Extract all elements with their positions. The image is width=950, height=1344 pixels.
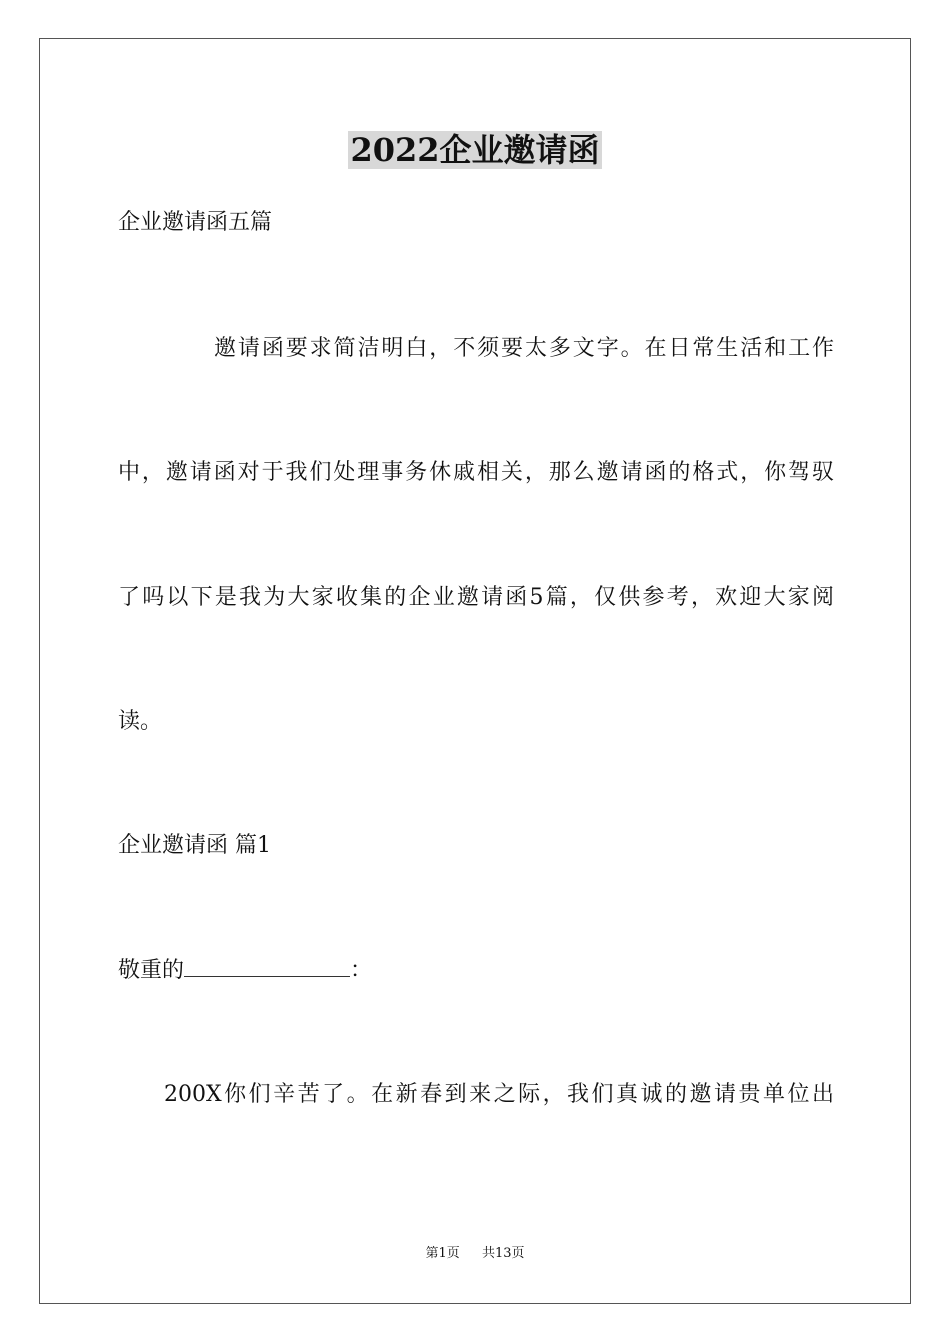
page-footer <box>0 1245 950 1263</box>
document-title-text: 2022企业邀请函 <box>350 131 600 169</box>
recipient-blank <box>184 958 350 977</box>
salutation-line <box>118 956 834 986</box>
section-heading: 企业邀请函 篇1 <box>118 833 271 858</box>
page-total: 共13页 <box>482 1246 525 1261</box>
document-title <box>0 130 950 170</box>
intro-line-4: 读。 <box>118 709 163 734</box>
page-number: 第1页 <box>425 1246 460 1261</box>
salutation-prefix: 敬重的 <box>118 958 185 983</box>
intro-line-1: 邀请函要求简洁明白，不须要太多文字。在日常生活和工作 <box>214 336 834 361</box>
intro-line-2: 中，邀请函对于我们处理事务休戚相关，那么邀请函的格式，你驾驭 <box>118 460 834 485</box>
intro-line-3: 了吗以下是我为大家收集的企业邀请函5篇，仅供参考，欢迎大家阅 <box>118 585 834 610</box>
subtitle: 企业邀请函五篇 <box>118 210 273 235</box>
salutation-suffix: ： <box>350 958 373 983</box>
body-line-1: 200X你们辛苦了。在新春到来之际，我们真诚的邀请贵单位出 <box>164 1082 834 1107</box>
